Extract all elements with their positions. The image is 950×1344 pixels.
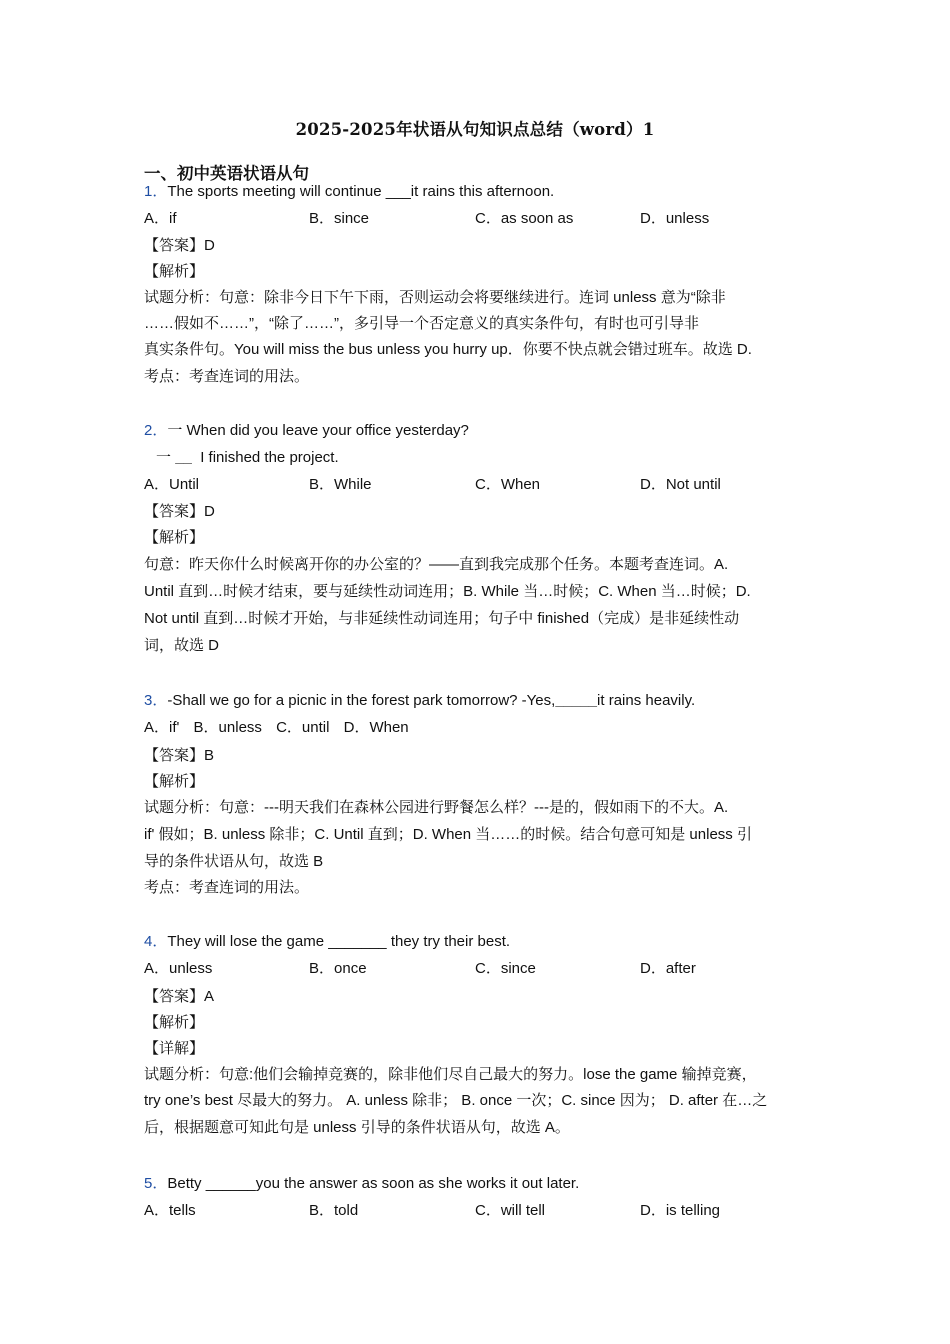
analysis-line: 试题分析：句意:他们会输掉竞赛的，除非他们尽自己最大的努力。lose the game 输掉竞赛， [144,1066,757,1083]
analysis-line: 后，根据题意可知此句是 unless 引导的条件状语从句，故选 A。 [144,1119,570,1136]
question-text: 一 When did you leave your office yesterday? [167,422,469,439]
analysis-line: 考点：考查连词的用法。 [144,368,310,385]
options-q5 [144,1201,824,1221]
analysis-line: 考点：考查连词的用法。 [144,879,310,896]
analysis-line: 句意：昨天你什么时候离开你的办公室的？——直到我完成那个任务。本题考查连词。A. [144,556,729,573]
option-c: C．will tell [475,1202,546,1219]
analysis-line: 词，故选 D [144,637,220,654]
analysis-line: ……假如不……”，“除了……”，多引导一个否定意义的真实条件句，有时也可引导非 [144,315,699,332]
options-q2 [144,475,824,495]
option-a: A．if' [144,719,180,736]
question-number: 3． [144,692,168,709]
question-2-line-2 [156,448,339,468]
option-d: D．after [640,960,696,977]
option-b: B．unless [193,719,262,736]
blank: _____ [555,692,598,709]
question-number: 1． [144,183,168,200]
options-q1 [144,209,824,229]
analysis-line: if' 假如；B. unless 除非；C. Until 直到；D. When 当……的时候。结合句意可知是 unless 引 [144,826,752,843]
option-d: D．Not until [640,476,721,493]
question-text: The sports meeting will continue ___it rains this afternoon. [167,183,555,200]
analysis-label-q3: 【解析】 [144,773,205,790]
analysis-label-q2: 【解析】 [144,529,205,546]
question-number: 4． [144,933,168,950]
question-4 [144,932,510,952]
option-c: C．When [475,476,541,493]
dash: 一 [156,449,172,466]
option-b: B．once [309,960,367,977]
options-q3 [144,718,419,738]
analysis-label-q4: 【解析】 [144,1014,205,1031]
question-text: Betty ______you the answer as soon as she works it out later. [167,1175,580,1192]
page-title: 2025-2025年状语从句知识点总结（word）1 [295,120,655,139]
analysis-line: Until 直到…时候才结束，要与延续性动词连用；B. While 当…时候；C. When 当…时候；D. [144,583,751,600]
question-text: They will lose the game _______ they try their best. [167,933,511,950]
analysis-label-q1: 【解析】 [144,263,205,280]
option-a: A．tells [144,1202,196,1219]
question-number: 2． [144,422,168,439]
question-text: I finished the project. [200,449,339,466]
blank: __ [175,449,192,466]
option-c: C．since [475,960,536,977]
option-b: B．While [309,476,372,493]
question-text: it rains heavily. [597,692,696,709]
analysis-line: Not until 直到…时候才开始，与非延续性动词连用；句子中 finished（完成）是非延续性动 [144,610,740,627]
question-text: -Shall we go for a picnic in the forest park tomorrow? -Yes, [167,692,556,709]
option-b: B．since [309,210,370,227]
option-a: A．Until [144,476,200,493]
option-d: D．is telling [640,1202,721,1219]
option-d: D．When [343,719,409,736]
analysis-line: 真实条件句。You will miss the bus unless you hurry up．你要不快点就会错过班车。故选 D. [144,341,752,358]
section-heading: 一、初中英语状语从句 [144,165,309,183]
question-1 [144,182,554,202]
option-a: A．unless [144,960,213,977]
analysis-line: 导的条件状语从句，故选 B [144,853,324,870]
option-d: D．unless [640,210,710,227]
answer-q1: 【答案】D [144,237,215,254]
question-5 [144,1174,579,1194]
options-q4 [144,959,824,979]
analysis-line: try one’s best 尽最大的努力。 A. unless 除非； B. once 一次；C. since 因为； D. after 在…之 [144,1092,768,1109]
option-b: B．told [309,1202,359,1219]
detail-label-q4: 【详解】 [144,1040,205,1057]
analysis-line: 试题分析：句意：---明天我们在森林公园进行野餐怎么样？---是的，假如雨下的不大。A. [144,799,729,816]
option-c: C．as soon as [475,210,574,227]
question-2 [144,421,469,441]
question-number: 5． [144,1175,168,1192]
answer-q4: 【答案】A [144,988,215,1005]
question-3 [144,691,695,711]
option-c: C．until [276,719,330,736]
answer-q2: 【答案】D [144,503,215,520]
analysis-line: 试题分析：句意：除非今日下午下雨，否则运动会将要继续进行。连词 unless 意为“除非 [144,289,726,306]
answer-q3: 【答案】B [144,747,215,764]
option-a: A．if [144,210,177,227]
